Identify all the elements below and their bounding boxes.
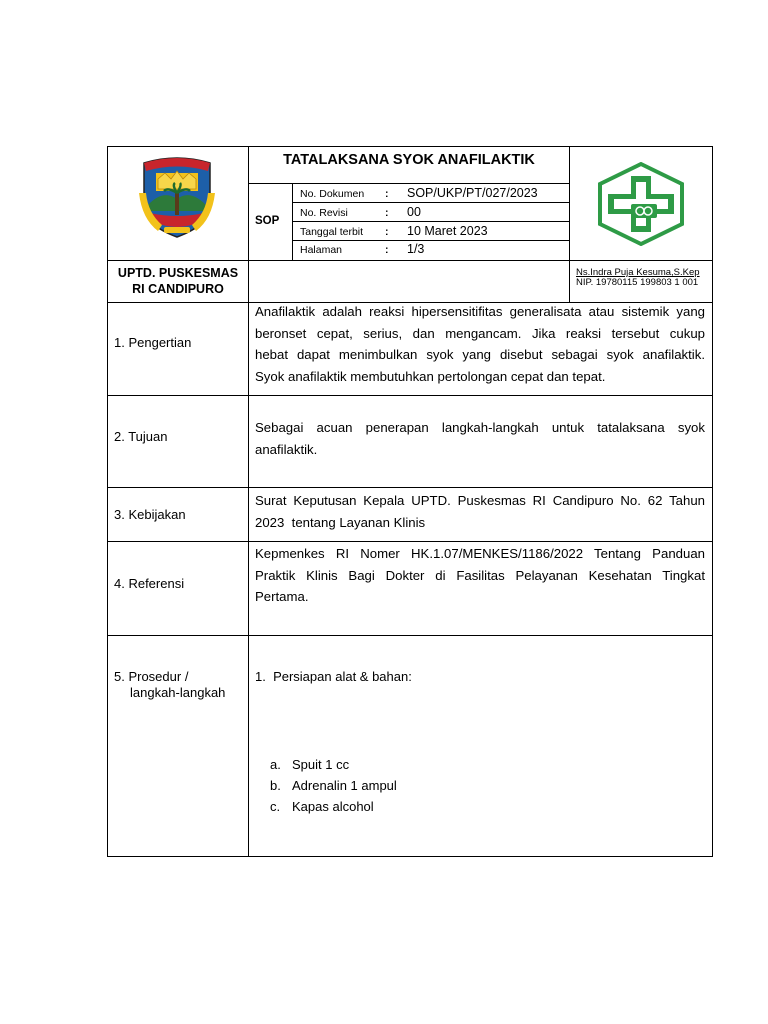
- doc-info-sep: :: [385, 226, 389, 238]
- doc-info-label: Tanggal terbit: [300, 226, 364, 238]
- paragraph-line: 2023 tentang Layanan Klinis: [255, 514, 426, 530]
- list-marker: a.: [270, 757, 281, 772]
- org-name-line1: UPTD. PUSKESMAS: [117, 266, 239, 280]
- doc-info-label: No. Dokumen: [300, 188, 365, 200]
- document-title: TATALAKSANA SYOK ANAFILAKTIK: [283, 152, 535, 168]
- doc-info-value: 10 Maret 2023: [407, 224, 488, 238]
- sop-label: SOP: [255, 215, 280, 227]
- signatory-name: Ns.Indra Puja Kesuma,S.Kep: [576, 267, 700, 278]
- lampung-selatan-emblem-icon: [138, 153, 216, 239]
- paragraph-line: anafilaktik.: [255, 441, 318, 457]
- section-label-prosedur-line2: langkah-langkah: [130, 685, 226, 700]
- paragraph-line: Kepmenkes RI Nomer HK.1.07/MENKES/1186/2022 Tentang Panduan: [255, 546, 705, 561]
- doc-info-label: Halaman: [300, 244, 343, 256]
- paragraph-line: Anafilaktik adalah reaksi hipersensitifitas generalisata atau sistemik yang: [255, 304, 705, 319]
- paragraph-line: Sebagai acuan penerapan langkah-langkah untuk tatalaksana syok: [255, 420, 705, 435]
- procedure-step-1: 1. Persiapan alat & bahan:: [255, 669, 412, 684]
- puskesmas-cross-icon: [596, 162, 686, 246]
- doc-info-sep: :: [385, 207, 389, 219]
- signatory-nip: NIP. 19780115 199803 1 001: [576, 277, 699, 288]
- paragraph-line: beronset cepat, serius, dan mengancam. Jika reaksi tersebut cukup: [255, 325, 705, 341]
- section-label-tujuan: 2. Tujuan: [114, 429, 168, 444]
- doc-info-sep: :: [385, 244, 389, 256]
- list-item-text: Kapas alcohol: [292, 799, 374, 814]
- section-content-kebijakan: [255, 490, 705, 533]
- doc-info-sep: :: [385, 188, 389, 200]
- org-name-line2: RI CANDIPURO: [132, 282, 224, 296]
- section-label-kebijakan: 3. Kebijakan: [114, 507, 186, 522]
- list-item-text: Adrenalin 1 ampul: [292, 778, 397, 793]
- paragraph-line: hebat dapat menimbulkan syok yang disebut sebagai syok anafilaktik.: [255, 347, 705, 362]
- section-label-pengertian: 1. Pengertian: [114, 335, 192, 350]
- doc-info-label: No. Revisi: [300, 207, 348, 219]
- section-label-referensi: 4. Referensi: [114, 576, 185, 591]
- section-content-tujuan: [255, 417, 705, 460]
- section-content-pengertian: [255, 301, 705, 387]
- paragraph-line: Syok anafilaktik membutuhkan pertolongan cepat dan tepat.: [255, 368, 606, 384]
- paragraph-line: Praktik Klinis Bagi Dokter di Fasilitas Pelayanan Kesehatan Tingkat: [255, 567, 705, 583]
- section-content-referensi: [255, 543, 705, 608]
- doc-info-value: SOP/UKP/PT/027/2023: [407, 186, 538, 200]
- paragraph-line: Surat Keputusan Kepala UPTD. Puskesmas RI Candipuro No. 62 Tahun: [255, 493, 705, 508]
- list-marker: c.: [270, 799, 281, 814]
- list-marker: b.: [270, 778, 281, 793]
- doc-info-value: 1/3: [407, 242, 425, 256]
- doc-info-value: 00: [407, 205, 421, 219]
- section-label-prosedur-line1: 5. Prosedur /: [114, 669, 189, 684]
- list-item-text: Spuit 1 cc: [292, 757, 350, 772]
- paragraph-line: Pertama.: [255, 589, 309, 604]
